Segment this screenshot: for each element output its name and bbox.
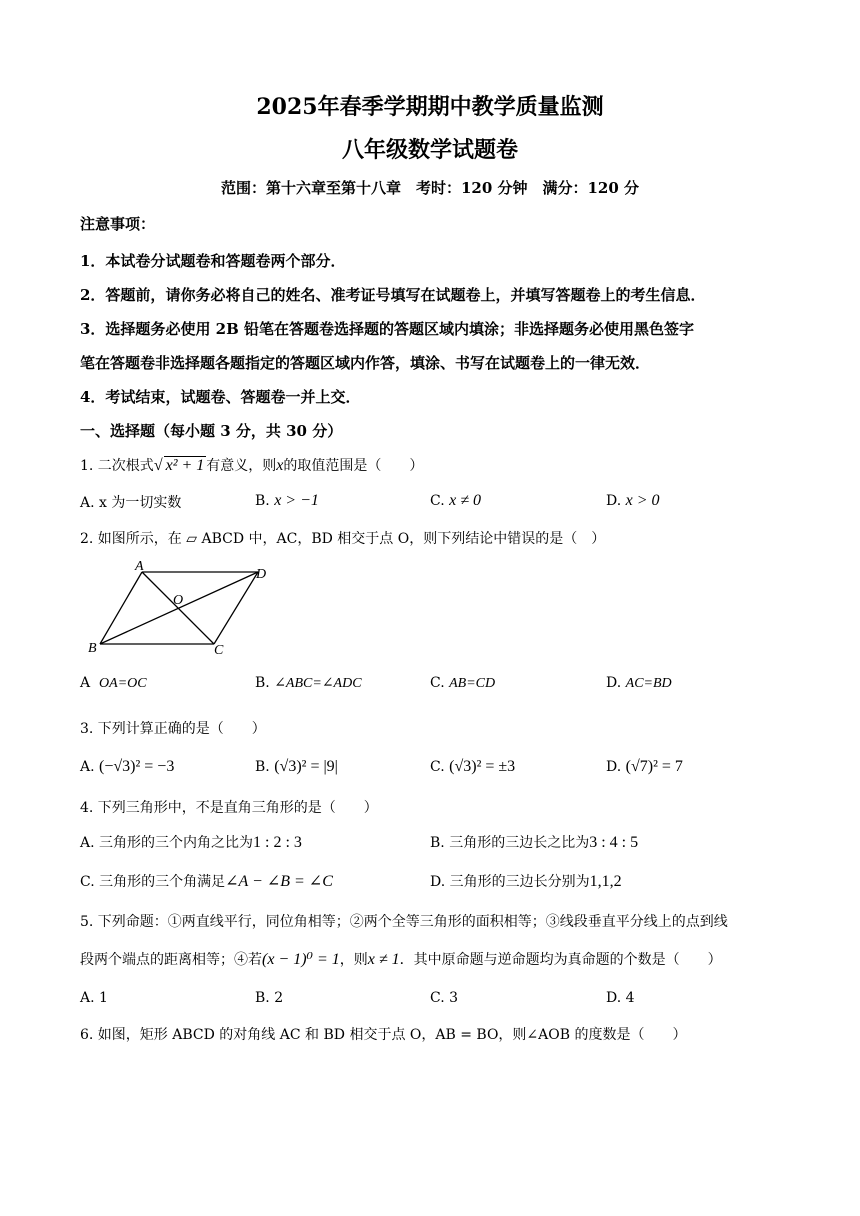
q1-radicand: x² + 1 xyxy=(165,457,205,474)
q1-option-c: C. x ≠ 0 xyxy=(430,492,482,509)
note-item: 4．考试结束，试题卷、答题卷一并上交． xyxy=(80,388,361,406)
q1-mid: 有意义，则 xyxy=(206,458,277,474)
q1-post: 的取值范围是（ ） xyxy=(283,458,424,474)
note-item: 3．选择题务必使用 2B 铅笔在答题卷选择题的答题区域内填涂；非选择题务必使用黑色签字 xyxy=(80,320,695,338)
q3-option-d: D. (√7)² = 7 xyxy=(606,758,683,775)
q3-option-b: B. (√3)² = |9| xyxy=(255,758,338,775)
q1-var: x xyxy=(276,457,284,474)
label-a: A xyxy=(135,559,144,574)
q5-option-a: A. 1 xyxy=(80,990,108,1006)
edge-ab xyxy=(100,572,142,644)
section-heading: 一、选择题（每小题 3 分，共 30 分） xyxy=(80,422,343,440)
parallelogram-figure xyxy=(80,558,280,658)
q4-option-d: D. 三角形的三边长分别为1,1,2 xyxy=(430,873,622,890)
q5-option-c: C. 3 xyxy=(430,990,459,1006)
q2-option-b: B. ∠ABC=∠ADC xyxy=(255,675,362,691)
diagonal-bd xyxy=(100,572,258,644)
exam-title: 2025年春季学期期中教学质量监测 xyxy=(256,94,604,120)
label-b: B xyxy=(88,641,97,656)
question-6: 6. 如图，矩形 ABCD 的对角线 AC 和 BD 相交于点 O，AB = BO，则∠AOB 的度数是（ ） xyxy=(80,1027,687,1043)
label-c: C xyxy=(214,643,224,658)
q2-option-a: A OA=OC xyxy=(80,675,147,691)
note-item: 笔在答题卷非选择题各题指定的答题区域内作答，填涂、书写在试题卷上的一律无效． xyxy=(80,354,651,372)
question-5-line2: 段两个端点的距离相等；④若(x − 1)⁰ = 1，则x ≠ 1．其中原命题与逆命题均为真命题的个数是（ ） xyxy=(80,951,722,968)
q5-option-b: B. 2 xyxy=(255,990,284,1006)
exam-info: 范围：第十六章至第十八章 考时：120 分钟 满分：120 分 xyxy=(220,179,640,197)
note-item: 1．本试卷分试题卷和答题卷两个部分． xyxy=(80,252,346,270)
q4-option-c: C. 三角形的三个角满足∠A − ∠B = ∠C xyxy=(80,873,333,890)
note-item: 2．答题前，请你务必将自己的姓名、准考证号填写在试题卷上，并填写答题卷上的考生信息． xyxy=(80,286,706,304)
q1-pre: 1. 二次根式 xyxy=(80,458,154,474)
q3-option-a: A. (−√3)² = −3 xyxy=(80,758,175,775)
q1-option-d: D. x > 0 xyxy=(606,492,660,509)
q1-option-a: A. x 为一切实数 xyxy=(80,495,182,511)
q2-option-d: D. AC=BD xyxy=(606,675,672,691)
question-5-line1: 5. 下列命题：①两直线平行，同位角相等；②两个全等三角形的面积相等；③线段垂直平分线上的点到线 xyxy=(80,914,728,930)
exam-subtitle: 八年级数学试题卷 xyxy=(341,137,518,163)
q4-option-a: A. 三角形的三个内角之比为1 : 2 : 3 xyxy=(80,834,302,851)
q1-option-b: B. x > −1 xyxy=(255,492,319,509)
label-d: D xyxy=(256,567,267,582)
edge-cd xyxy=(214,572,258,644)
question-2: 2. 如图所示，在 ▱ ABCD 中，AC，BD 相交于点 O，则下列结论中错误的是（ ） xyxy=(80,531,606,547)
q2-option-c: C. AB=CD xyxy=(430,675,496,691)
question-1: 1. 二次根式√ x² + 1 有意义，则x的取值范围是（ ） xyxy=(80,457,424,474)
q5-option-d: D. 4 xyxy=(606,990,635,1006)
q4-option-b: B. 三角形的三边长之比为3 : 4 : 5 xyxy=(430,834,639,851)
notes-heading: 注意事项： xyxy=(80,215,156,233)
question-4: 4. 下列三角形中，不是直角三角形的是（ ） xyxy=(80,800,378,816)
q3-option-c: C. (√3)² = ±3 xyxy=(430,758,516,775)
label-o: O xyxy=(173,593,184,608)
question-3: 3. 下列计算正确的是（ ） xyxy=(80,721,266,737)
